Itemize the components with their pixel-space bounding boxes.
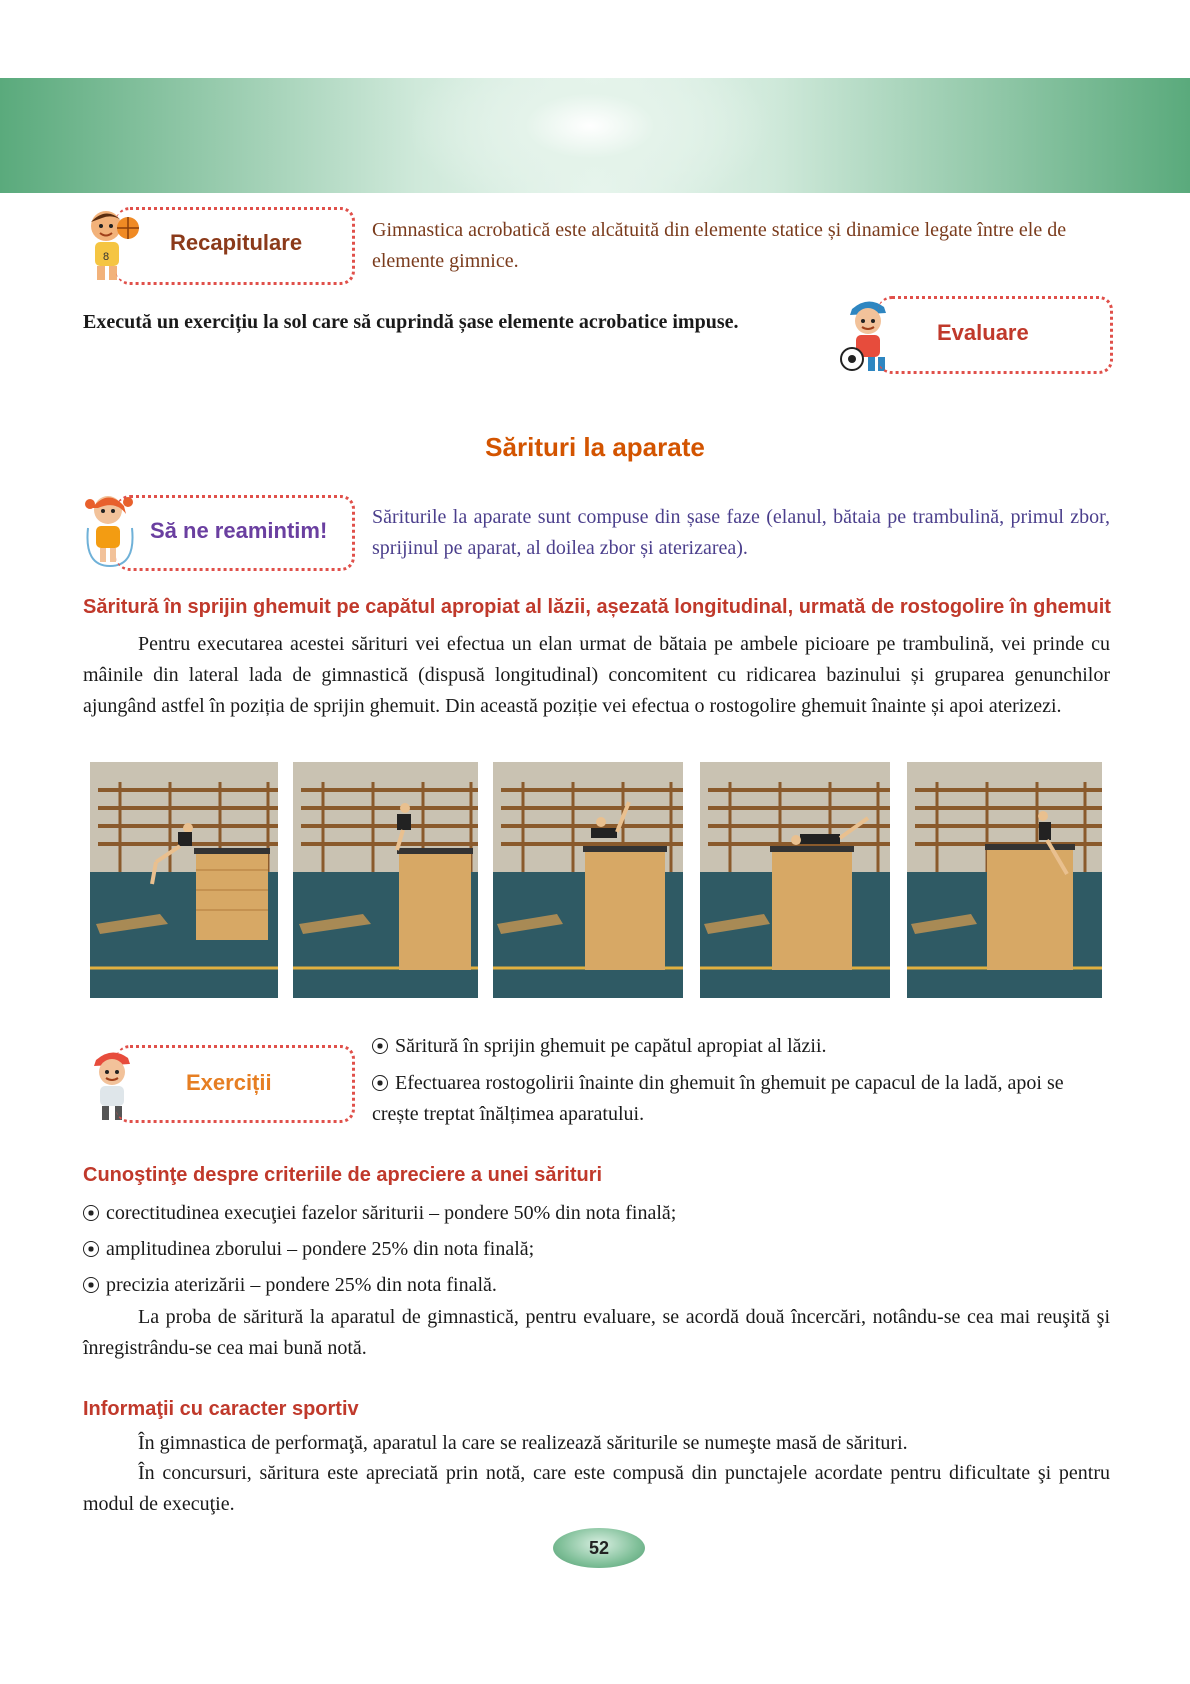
jump-heading: Săritură în sprijin ghemuit pe capătul apropiat al lăzii, așezată longitudinal, urmată de rostogolire în ghemuit — [83, 596, 1111, 618]
section-title: Sărituri la aparate — [485, 432, 705, 462]
evaluation-label: Evaluare — [937, 320, 1029, 345]
reminder-label: Să ne reamintim! — [150, 518, 328, 543]
svg-text:8: 8 — [103, 251, 110, 263]
criteria-heading: Cunoştinţe despre criteriile de apreciere a unei sărituri — [83, 1164, 603, 1186]
jump-photo-5 — [907, 762, 1102, 998]
criteria-item: precizia aterizării – pondere 25% din nota finală. — [83, 1270, 1113, 1301]
jump-photo-3 — [493, 762, 683, 998]
soccer-ball-icon — [83, 1241, 99, 1257]
page-number: 52 — [553, 1528, 645, 1568]
jump-photo-2 — [293, 762, 478, 998]
jump-photo-4 — [700, 762, 890, 998]
criteria-item: corectitudinea execuţiei fazelor săriturii – pondere 50% din nota finală; — [83, 1198, 1113, 1229]
exercises-label: Exerciții — [186, 1070, 272, 1095]
info-paragraph-1: În gimnastica de performaţă, aparatul la care se realizează săriturile se numeşte masă de sărituri. — [138, 1432, 908, 1454]
header-banner — [0, 78, 1190, 193]
info-heading: Informaţii cu caracter sportiv — [83, 1398, 359, 1420]
evaluation-task: Execută un exercițiu la sol care să cuprindă șase elemente acrobatice impuse. — [83, 311, 739, 333]
recap-text: Gimnastica acrobatică este alcătuită din elemente statice și dinamice legate între ele de elemente gimnice. — [372, 219, 1067, 272]
jump-photo-1 — [90, 762, 278, 998]
recap-label: Recapitulare — [170, 230, 303, 255]
soccer-ball-icon — [372, 1075, 388, 1091]
info-paragraph-2: În concursuri, săritura este apreciată prin notă, care este compusă din punctajele acordate pentru dificultate şi pentru modul de execuţie. — [83, 1462, 1110, 1515]
criteria-item: amplitudinea zborului – pondere 25% din nota finală; — [83, 1234, 1113, 1265]
criteria-paragraph: La proba de săritură la aparatul de gimnastică, pentru evaluare, se acordă două încercări, notându-se cea mai reuşită şi înregistrându-se cea mai bună notă. — [83, 1306, 1110, 1359]
exercise-item: Săritură în sprijin ghemuit pe capătul apropiat al lăzii. — [372, 1031, 1112, 1062]
soccer-ball-icon — [83, 1205, 99, 1221]
soccer-ball-icon — [83, 1277, 99, 1293]
soccer-ball-icon — [372, 1038, 388, 1054]
reminder-text: Săriturile la aparate sunt compuse din șase faze (elanul, bătaia pe trambulină, primul zbor, sprijinul pe aparat, al doilea zbor și aterizarea). — [372, 506, 1110, 559]
exercise-item: Efectuarea rostogolirii înainte din ghemuit în ghemuit pe capacul de la ladă, apoi se crește treptat înălțimea aparatului. — [372, 1072, 1064, 1125]
jump-paragraph: Pentru executarea acestei sărituri vei efectua un elan urmat de bătaia pe ambele picioare pe trambulină, vei prinde cu mâinile din lateral lada de gimnastică (dispusă longitudinal) concomitent cu ridicarea bazinului și gruparea genunchilor ajungând astfel în poziția de sprijin ghemuit. Din această poziție vei efectua o rostogolire ghemuit înainte și apoi aterizezi. — [83, 633, 1110, 717]
